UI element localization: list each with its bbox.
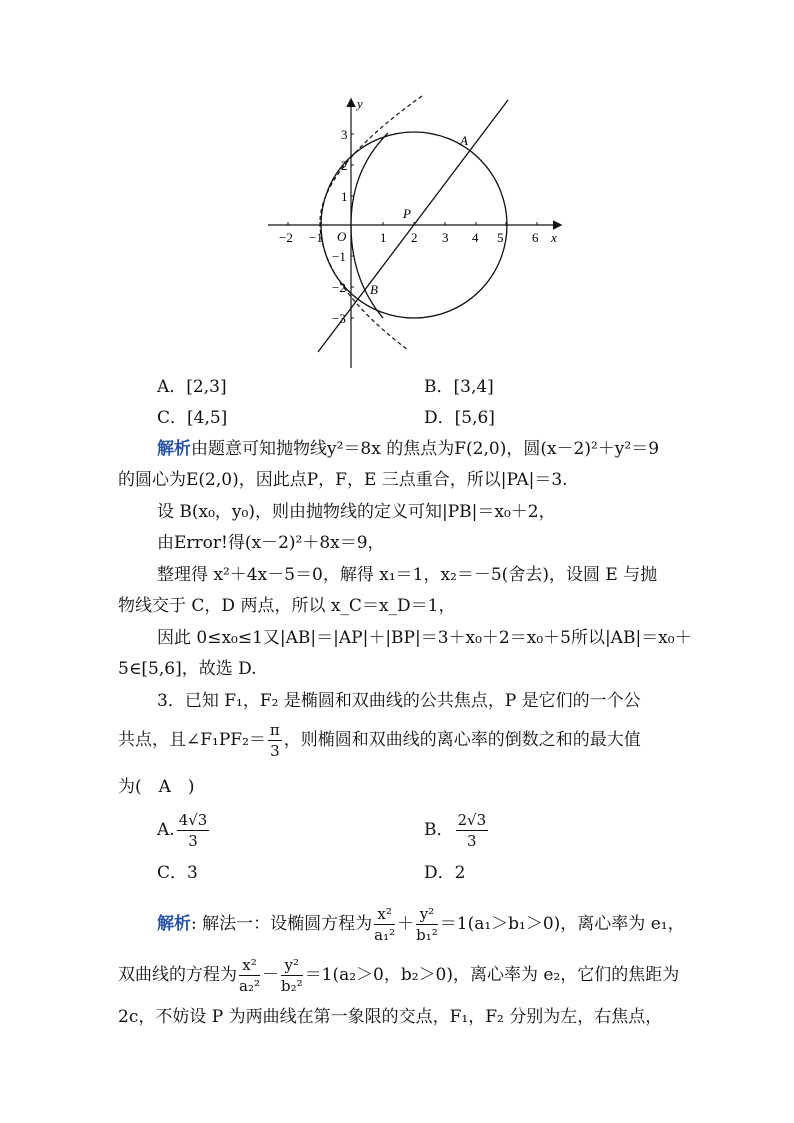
solution-text: : 解法一：设椭圆方程为 — [191, 914, 373, 934]
stem-text: 共点，且∠F₁PF₂＝ — [118, 730, 266, 750]
frac-num: y² — [416, 904, 438, 925]
x-tick: 5 — [497, 230, 504, 245]
hyperbola-frac-x — [239, 955, 260, 996]
option-label: B． — [424, 820, 454, 840]
solution-line: 物线交于 C，D 两点，所以 x_C＝x_D＝1， — [118, 596, 456, 616]
solution-line — [157, 438, 659, 460]
question-stem: 3．已知 F₁，F₂ 是椭圆和双曲线的公共焦点，P 是它们的一个公 — [157, 691, 641, 711]
frac-den: b₁² — [416, 926, 438, 944]
frac-num: π — [269, 721, 280, 739]
option-c: C．[4,5] — [157, 408, 228, 428]
geometry-figure — [262, 92, 572, 372]
frac-den: b₂² — [280, 977, 303, 995]
question-stem: 为( A ) — [118, 777, 195, 797]
solution-line: 5∈[5,6]，故选 D. — [118, 659, 257, 679]
option-c: C．3 — [157, 863, 198, 883]
frac-num: 2√3 — [457, 811, 487, 829]
y-tick: −3 — [332, 311, 346, 326]
frac-den: a₂² — [239, 977, 260, 995]
frac-den: a₁² — [374, 926, 396, 944]
solution-text: ＝1(a₁＞b₁＞0)，离心率为 e₁， — [439, 914, 685, 934]
solution-label: 解析 — [157, 914, 191, 934]
point-p-label: P — [403, 206, 411, 221]
option-frac — [177, 810, 210, 851]
option-frac — [456, 810, 489, 851]
ellipse-frac-y — [416, 904, 438, 945]
option-a: A．[2,3] — [157, 377, 227, 397]
option-b — [424, 810, 490, 851]
hyperbola-frac-y — [281, 955, 303, 996]
solution-text: 双曲线的方程为 — [118, 965, 237, 985]
x-tick: −2 — [279, 230, 293, 245]
solution-text: 由题意可知抛物线y²＝8x 的焦点为F(2,0)，圆(x－2)²＋y²＝9 — [191, 439, 660, 459]
solution-line — [118, 955, 679, 996]
frac-den: 3 — [188, 832, 198, 850]
frac-num: 4√3 — [178, 811, 208, 829]
frac-den: 3 — [270, 742, 280, 760]
solution-line: 整理得 x²＋4x－5＝0，解得 x₁＝1，x₂＝－5(舍去)，设圆 E 与抛 — [157, 565, 658, 585]
option-label: A. — [157, 820, 175, 840]
ellipse-frac-x — [374, 904, 395, 945]
option-d: D．[5,6] — [424, 408, 495, 428]
solution-line: 设 B(x₀，y₀)，则由抛物线的定义可知|PB|＝x₀＋2， — [157, 502, 556, 522]
solution-line: 2c，不妨设 P 为两曲线在第一象限的交点，F₁，F₂ 分别为左，右焦点， — [118, 1007, 663, 1027]
point-a-label: A — [460, 133, 468, 148]
x-tick: 2 — [411, 230, 418, 245]
axis-x-label: x — [551, 230, 557, 245]
y-tick: −1 — [332, 249, 346, 264]
y-tick: 2 — [341, 158, 348, 173]
x-tick: −1 — [309, 230, 323, 245]
solution-label: 解析 — [157, 439, 191, 459]
plus-sign: ＋ — [397, 914, 415, 934]
question-stem — [118, 720, 641, 761]
point-b-label: B — [370, 282, 378, 297]
solution-line: 的圆心为E(2,0)，因此点P，F，E 三点重合，所以|PA|＝3. — [118, 470, 568, 490]
solution-line: 因此 0≤x₀≤1又|AB|＝|AP|＋|BP|＝3＋x₀＋2＝x₀＋5所以|AB|＝x₀＋ — [157, 628, 692, 648]
frac-num: x² — [374, 904, 395, 925]
frac-den: 3 — [467, 832, 477, 850]
solution-line: 由Error!得(x－2)²＋8x＝9， — [157, 533, 385, 553]
pi-over-3 — [268, 720, 282, 761]
frac-num: y² — [281, 955, 303, 976]
frac-num: x² — [239, 955, 260, 976]
x-tick: 6 — [532, 230, 539, 245]
option-d: D．2 — [424, 863, 466, 883]
axis-y-label: y — [357, 96, 363, 111]
x-tick: 4 — [472, 230, 479, 245]
stem-text: ，则椭圆和双曲线的离心率的倒数之和的最大值 — [283, 730, 641, 750]
x-tick: 3 — [442, 230, 449, 245]
solution-text: ＝1(a₂＞0，b₂＞0)，离心率为 e₂，它们的焦距为 — [304, 965, 680, 985]
y-tick: −2 — [332, 280, 346, 295]
y-tick: 1 — [341, 189, 348, 204]
minus-sign: － — [261, 965, 279, 985]
x-tick: 1 — [380, 230, 387, 245]
option-b: B．[3,4] — [424, 377, 494, 397]
origin-label: O — [337, 229, 347, 244]
option-a — [157, 810, 211, 851]
y-tick: 3 — [341, 127, 348, 142]
solution-line — [157, 904, 685, 945]
